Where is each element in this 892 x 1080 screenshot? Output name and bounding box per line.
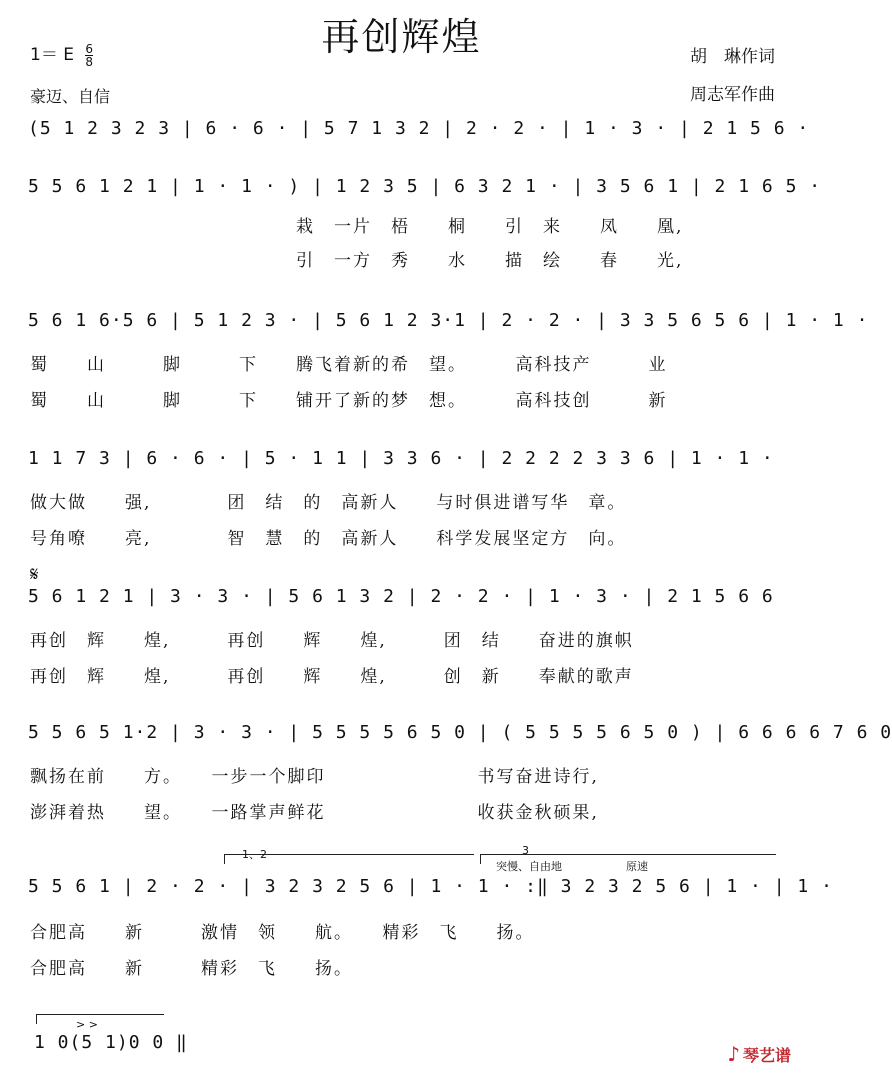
notation-line-2: 5 5 6 1 2 1 | 1 · 1 · ) | 1 2 3 5 | 6 3 2 1 · | 3 5 6 1 | 2 1 6 5 · [28,176,822,197]
notation-line-8: 1 0(5 1)0 0 ‖ [34,1032,188,1053]
time-top: 6 [85,41,94,56]
coda-bracket-start [36,1014,37,1024]
coda-bracket [36,1014,164,1015]
volta-bracket-1-start [224,854,225,864]
lyric-line-5-verse-2: 再创 辉 煌, 再创 辉 煌, 创 新 奉献的歌声 [30,667,634,687]
brand-logo [727,1042,791,1066]
time-bottom: 8 [85,54,94,69]
lyric-line-3-verse-1: 蜀 山 脚 下 腾飞着新的希 望。 高科技产 业 [30,355,668,375]
lyric-line-2-verse-2: 引 一方 秀 水 描 绘 春 光, [296,251,684,271]
volta-1-label: 1、2 [242,848,267,861]
lyric-line-6-verse-1: 飘扬在前 方。 一步一个脚印 书写奋进诗行, [30,767,599,787]
lyric-line-4-verse-1: 做大做 强, 团 结 的 高新人 与时俱进谱写华 章。 [30,493,627,513]
lyric-line-3-verse-2: 蜀 山 脚 下 铺开了新的梦 想。 高科技创 新 [30,391,668,411]
composer-credit: 周志军作曲 [690,85,775,105]
lyric-line-5-verse-1: 再创 辉 煌, 再创 辉 煌, 团 结 奋进的旗帜 [30,631,634,651]
lyric-line-4-verse-2: 号角嘹 亮, 智 慧 的 高新人 科学发展坚定方 向。 [30,529,627,549]
notation-line-7: 5 5 6 1 | 2 · 2 · | 3 2 3 2 5 6 | 1 · 1 · :‖ 3 2 3 2 5 6 | 1 · | 1 · [28,876,833,897]
notation-line-5: 5 6 1 2 1 | 3 · 3 · | 5 6 1 3 2 | 2 · 2 · | 1 · 3 · | 2 1 5 6 6 [28,586,774,607]
a-tempo-marking: 原速 [626,860,648,873]
key-label: 1＝ E [30,45,74,65]
volta-bracket-2-start [480,854,481,864]
segno-sign: 𝄋 [30,562,39,586]
notation-line-3: 5 6 1 6·5 6 | 5 1 2 3 · | 5 6 1 2 3·1 | 2 · 2 · | 3 3 5 6 5 6 | 1 · 1 · [28,310,869,331]
accent-marks: > > [76,1018,98,1031]
key-signature [30,40,93,68]
lyric-line-6-verse-2: 澎湃着热 望。 一路掌声鲜花 收获金秋硕果, [30,803,599,823]
tempo-marking: 豪迈、自信 [30,87,111,106]
notation-line-1: (5 1 2 3 2 3 | 6 · 6 · | 5 7 1 3 2 | 2 · 2 · | 1 · 3 · | 2 1 5 6 · [28,118,810,139]
notation-line-6: 5 5 6 5 1·2 | 3 · 3 · | 5 5 5 5 6 5 0 | ( 5 5 5 5 6 5 0 ) | 6 6 6 6 7 6 0 [28,722,892,743]
brand-logo-icon: ♪ [727,1042,740,1066]
page-title: 再创辉煌 [321,15,482,59]
volta-2-label: 3 [522,844,529,857]
lyricist-credit: 胡 琳作词 [690,47,775,67]
time-signature [85,43,93,68]
lyric-line-7-verse-1: 合肥高 新 激情 领 航。 精彩 飞 扬。 [30,923,535,943]
notation-line-4: 1 1 7 3 | 6 · 6 · | 5 · 1 1 | 3 3 6 · | 2 2 2 2 3 3 6 | 1 · 1 · [28,448,774,469]
lyric-line-2-verse-1: 栽 一片 梧 桐 引 来 凤 凰, [296,217,684,237]
brand-name: 琴艺谱 [742,1046,791,1065]
lyric-line-7-verse-2: 合肥高 新 精彩 飞 扬。 [30,959,353,979]
rubato-marking: 突慢、自由地 [496,860,562,873]
